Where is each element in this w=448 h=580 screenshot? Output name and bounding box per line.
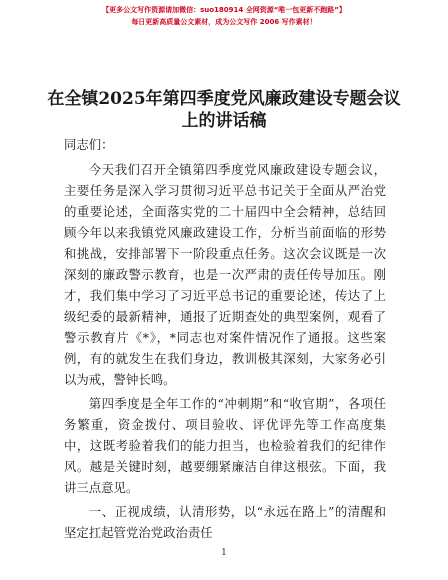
page-number: 1 <box>221 548 227 558</box>
title-line-1: 在全镇2025年第四季度党风廉政建设专题会议 <box>47 89 401 109</box>
paragraph-context: 第四季度是全年工作的“冲刺期”和“收官期”，各项任务繁重，资金拨付、项目验收、评优评先等工作高度集中，这既考验着我们的能力担当，也检验着我们的纪律作风。越是关键时刻，越要绷紧廉洁自律这根弦。下面，我讲三点意见。 <box>64 396 386 495</box>
banner-line-2: 每日更新高质量公文素材，成为公文写作 2006 写作素材！ <box>131 18 317 26</box>
paragraph-opening: 今天我们召开全镇第四季度党风廉政建设专题会议，主要任务是深入学习贯彻习近平总书记关于全面从严治党的重要论述，全面落实党的二十届四中全会精神，总结回顾今年以来我镇党风廉政建设工作，分析当前面临的形势和挑战，安排部署下一阶段重点任务。这次会议既是一次深刻的廉政警示教育，也是一次严肃的责任传导加压。刚才，我们集中学习了习近平总书记的重要论述，传达了上级纪委的最新精神，通报了近期查处的典型案例，观看了警示教育片《*》，*同志也对案件情况作了通报。这些案例，有的就发生在我们身边，教训极其深刻，大家务必引以为戒，警钟长鸣。 <box>64 162 386 387</box>
document-body <box>64 134 386 543</box>
greeting: 同志们： <box>64 137 114 152</box>
document-title <box>0 88 448 132</box>
title-line-2: 上的讲话稿 <box>181 111 267 131</box>
banner-line-1: 【更多公文写作资源请加微信：suo180914 全网资源“唯一包更新不跑路”】 <box>102 6 346 14</box>
promo-banner <box>0 4 448 28</box>
section-heading-1: 一、正视成绩，认清形势，以“永远在路上”的清醒和坚定扛起管党治党政治责任 <box>64 504 386 540</box>
